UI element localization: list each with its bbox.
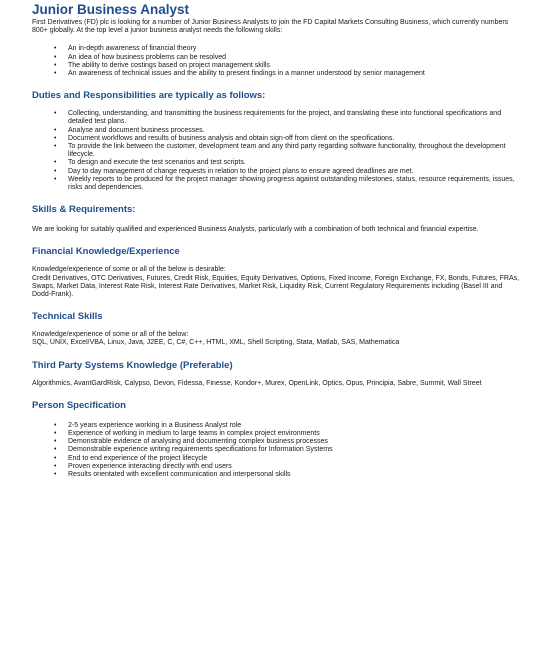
list-item: • End to end experience of the project lifecycle <box>68 455 522 463</box>
technical-heading: Technical Skills <box>32 311 103 323</box>
intro-paragraph: First Derivatives (FD) plc is looking for a number of Junior Business Analysts to join the FD Capital Markets Consulting Business, which currently numbers 800+ globally. At the top level a junior business analyst needs the following skills: <box>32 19 509 35</box>
list-item: • The ability to derive costings based on project management skills <box>68 62 522 70</box>
page-title: Junior Business Analyst <box>32 2 190 17</box>
skills-list <box>32 45 522 78</box>
duties-list <box>32 110 522 192</box>
list-item: • 2-5 years experience working in a Business Analyst role <box>68 422 522 430</box>
list-item: • An idea of how business problems can be resolved <box>68 54 522 62</box>
list-item: • Collecting, understanding, and transmitting the business requirements for the project, and translating these into functional specifications and detailed test plans. <box>68 110 522 126</box>
list-item: • Experience of working in medium to large teams in complex project environments <box>68 430 522 438</box>
financial-heading: Financial Knowledge/Experience <box>32 246 180 258</box>
third-party-list: Algorithmics, AvantGardRisk, Calypso, Devon, Fidessa, Finesse, Kondor+, Murex, OpenLink, Optics, Opus, Principia, Sabre, Summit, Wall Street <box>32 379 482 387</box>
requirements-heading: Skills & Requirements: <box>32 204 136 216</box>
technical-list: SQL, UNIX, Excel/VBA, Linux, Java, J2EE, C, C#, C++, HTML, XML, Shell Scripting, Stata, Matlab, SAS, Mathematica <box>32 339 400 347</box>
requirements-paragraph: We are looking for suitably qualified and experienced Business Analysts, particularly with a combination of both technical and financial expertise. <box>32 226 479 234</box>
person-spec-heading: Person Specification <box>32 399 126 411</box>
financial-list: Credit Derivatives, OTC Derivatives, Futures, Credit Risk, Equities, Equity Derivatives, Options, Fixed Income, Foreign Exchange, FX, Bonds, Futures, FRAs, Swaps, Market Data, Interest Rate Risk, Interest Rate Derivatives, Market Risk, Liquidity Risk, Current Regulatory Requirements including (Basel III and Dodd-Frank). <box>32 274 520 299</box>
list-item: • Demonstrable evidence of analysing and documenting complex business processes <box>68 438 522 446</box>
third-party-heading: Third Party Systems Knowledge (Preferable) <box>32 359 233 371</box>
list-item: • Analyse and document business processes. <box>68 127 522 135</box>
list-item: • An awareness of technical issues and the ability to present findings in a manner understood by senior management <box>68 70 522 78</box>
list-item: • An in-depth awareness of financial theory <box>68 45 522 53</box>
list-item: • To provide the link between the customer, development team and any third party regarding software functionality, throughout the development lifecycle. <box>68 143 522 159</box>
list-item: • Weekly reports to be produced for the project manager showing progress against outstanding milestones, status, resource requirements, issues, risks and dependencies. <box>68 176 522 192</box>
duties-heading: Duties and Responsibilities are typically as follows: <box>32 90 266 102</box>
list-item: • To design and execute the test scenarios and test scripts. <box>68 159 522 167</box>
technical-intro: Knowledge/experience of some or all of the below: <box>32 331 189 339</box>
list-item: • Proven experience interacting directly with end users <box>68 463 522 471</box>
list-item: • Demonstrable experience writing requirements specifications for Information Systems <box>68 446 522 454</box>
list-item: • Results orientated with excellent communication and interpersonal skills <box>68 471 522 479</box>
person-spec-list <box>32 422 522 479</box>
financial-intro: Knowledge/experience of some or all of the below is desirable: <box>32 266 226 274</box>
list-item: • Day to day management of change requests in relation to the project plans to ensure agreed deadlines are met. <box>68 168 522 176</box>
list-item: • Document workflows and results of business analysis and obtain sign-off from client on the specifications. <box>68 135 522 143</box>
